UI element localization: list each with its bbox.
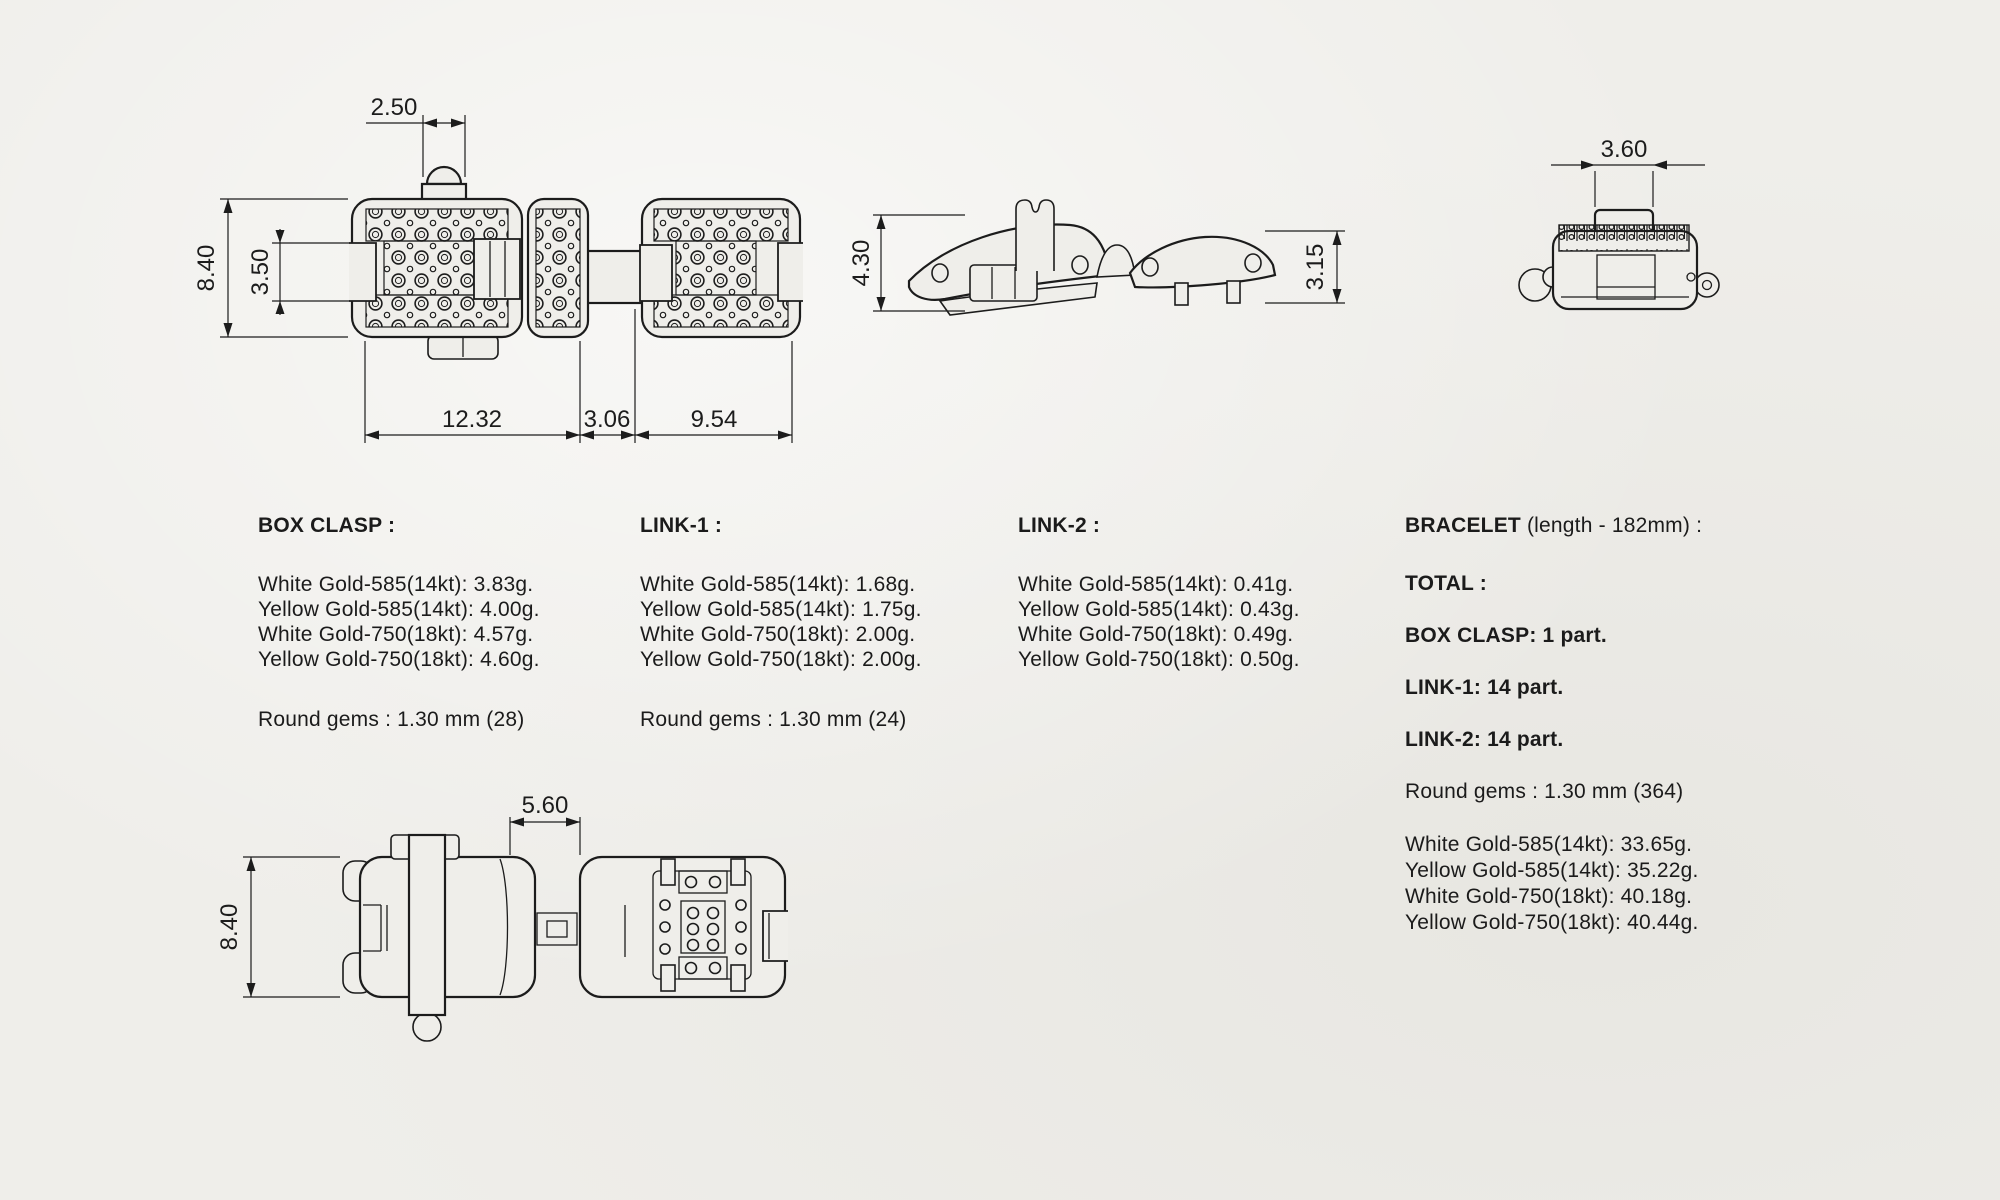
clasp-end-view	[1495, 115, 1825, 355]
spec-weight-line: Yellow Gold-750(18kt): 2.00g.	[640, 648, 922, 671]
spec-weight-line: Yellow Gold-585(14kt): 4.00g.	[258, 598, 540, 621]
dim-3-50	[247, 229, 350, 315]
dim-label: 8.40	[193, 244, 220, 292]
clasp-back-view	[195, 765, 875, 1105]
dim-label: 3.15	[1302, 243, 1329, 291]
spec-title: LINK-2 :	[1018, 514, 1101, 537]
bracelet-weights	[1405, 832, 1805, 936]
side-right-link	[1130, 237, 1275, 305]
spec-title: LINK-1 :	[640, 514, 723, 537]
dim-8-40-back	[216, 857, 340, 997]
dim-label: 3.50	[247, 248, 274, 296]
bracelet-part-count: LINK-2: 14 part.	[1405, 728, 1564, 751]
bracelet-weight-line: Yellow Gold-585(14kt): 35.22g.	[1405, 859, 1699, 882]
link1-body	[640, 199, 803, 337]
spec-weight-line: White Gold-750(18kt): 4.57g.	[258, 623, 534, 646]
connector-bar	[584, 251, 646, 303]
bracelet-gems-line: Round gems : 1.30 mm (364)	[1405, 780, 1684, 803]
spec-weight-line: White Gold-585(14kt): 1.68g.	[640, 573, 916, 596]
end-ring	[1695, 273, 1719, 297]
spec-weight-line: White Gold-750(18kt): 2.00g.	[640, 623, 916, 646]
dim-2-50	[366, 94, 465, 177]
back-link1-body	[580, 857, 788, 997]
bracelet-weight-line: White Gold-585(14kt): 33.65g.	[1405, 833, 1693, 856]
clasp-front-view	[180, 85, 830, 475]
box-clasp-body	[349, 199, 522, 357]
spec-weight-line: White Gold-585(14kt): 0.41g.	[1018, 573, 1294, 596]
spec-bracelet-total	[1405, 513, 1805, 936]
dim-label: 9.54	[690, 406, 738, 433]
bracelet-weight-line: White Gold-750(18kt): 40.18g.	[1405, 885, 1693, 908]
spec-weight-line: Yellow Gold-750(18kt): 0.50g.	[1018, 648, 1300, 671]
bracelet-part-count: LINK-1: 14 part.	[1405, 676, 1564, 699]
spec-weight-line: White Gold-750(18kt): 0.49g.	[1018, 623, 1294, 646]
side-left-link	[909, 200, 1109, 315]
push-button	[422, 167, 466, 200]
bracelet-part-count: BOX CLASP: 1 part.	[1405, 624, 1607, 647]
clasp-side-view	[845, 165, 1405, 375]
dim-label: 2.50	[370, 94, 418, 121]
spec-box-clasp	[258, 513, 618, 732]
spec-link2	[1018, 513, 1378, 707]
bracelet-length: (length - 182mm) :	[1520, 514, 1703, 537]
spec-gems-line: Round gems : 1.30 mm (24)	[640, 708, 907, 731]
back-connector	[537, 913, 577, 945]
clasp-second-half	[528, 199, 588, 337]
spec-title: BOX CLASP :	[258, 514, 396, 537]
back-clasp-body	[343, 835, 535, 1041]
dim-label: 12.32	[441, 406, 503, 433]
dim-label: 3.60	[1600, 136, 1648, 163]
bracelet-title-line	[1405, 513, 1805, 538]
bracelet-weight-line: Yellow Gold-750(18kt): 40.44g.	[1405, 911, 1699, 934]
spec-weight-line: Yellow Gold-585(14kt): 1.75g.	[640, 598, 922, 621]
dim-label: 4.30	[848, 239, 875, 287]
end-body	[1553, 210, 1697, 309]
dim-label: 8.40	[216, 903, 243, 951]
dim-label: 5.60	[521, 792, 569, 819]
spec-weight-line: Yellow Gold-750(18kt): 4.60g.	[258, 648, 540, 671]
spec-gems-line: Round gems : 1.30 mm (28)	[258, 708, 525, 731]
spec-link1	[640, 513, 1000, 732]
spec-weight-line: White Gold-585(14kt): 3.83g.	[258, 573, 534, 596]
dim-3-60	[1551, 136, 1705, 207]
spec-weight-line: Yellow Gold-585(14kt): 0.43g.	[1018, 598, 1300, 621]
bracelet-total-label: TOTAL :	[1405, 572, 1487, 595]
bracelet-title: BRACELET	[1405, 514, 1521, 537]
dim-3-15	[1265, 231, 1345, 303]
dim-5-60	[510, 792, 580, 855]
dim-label: 3.06	[583, 406, 631, 433]
